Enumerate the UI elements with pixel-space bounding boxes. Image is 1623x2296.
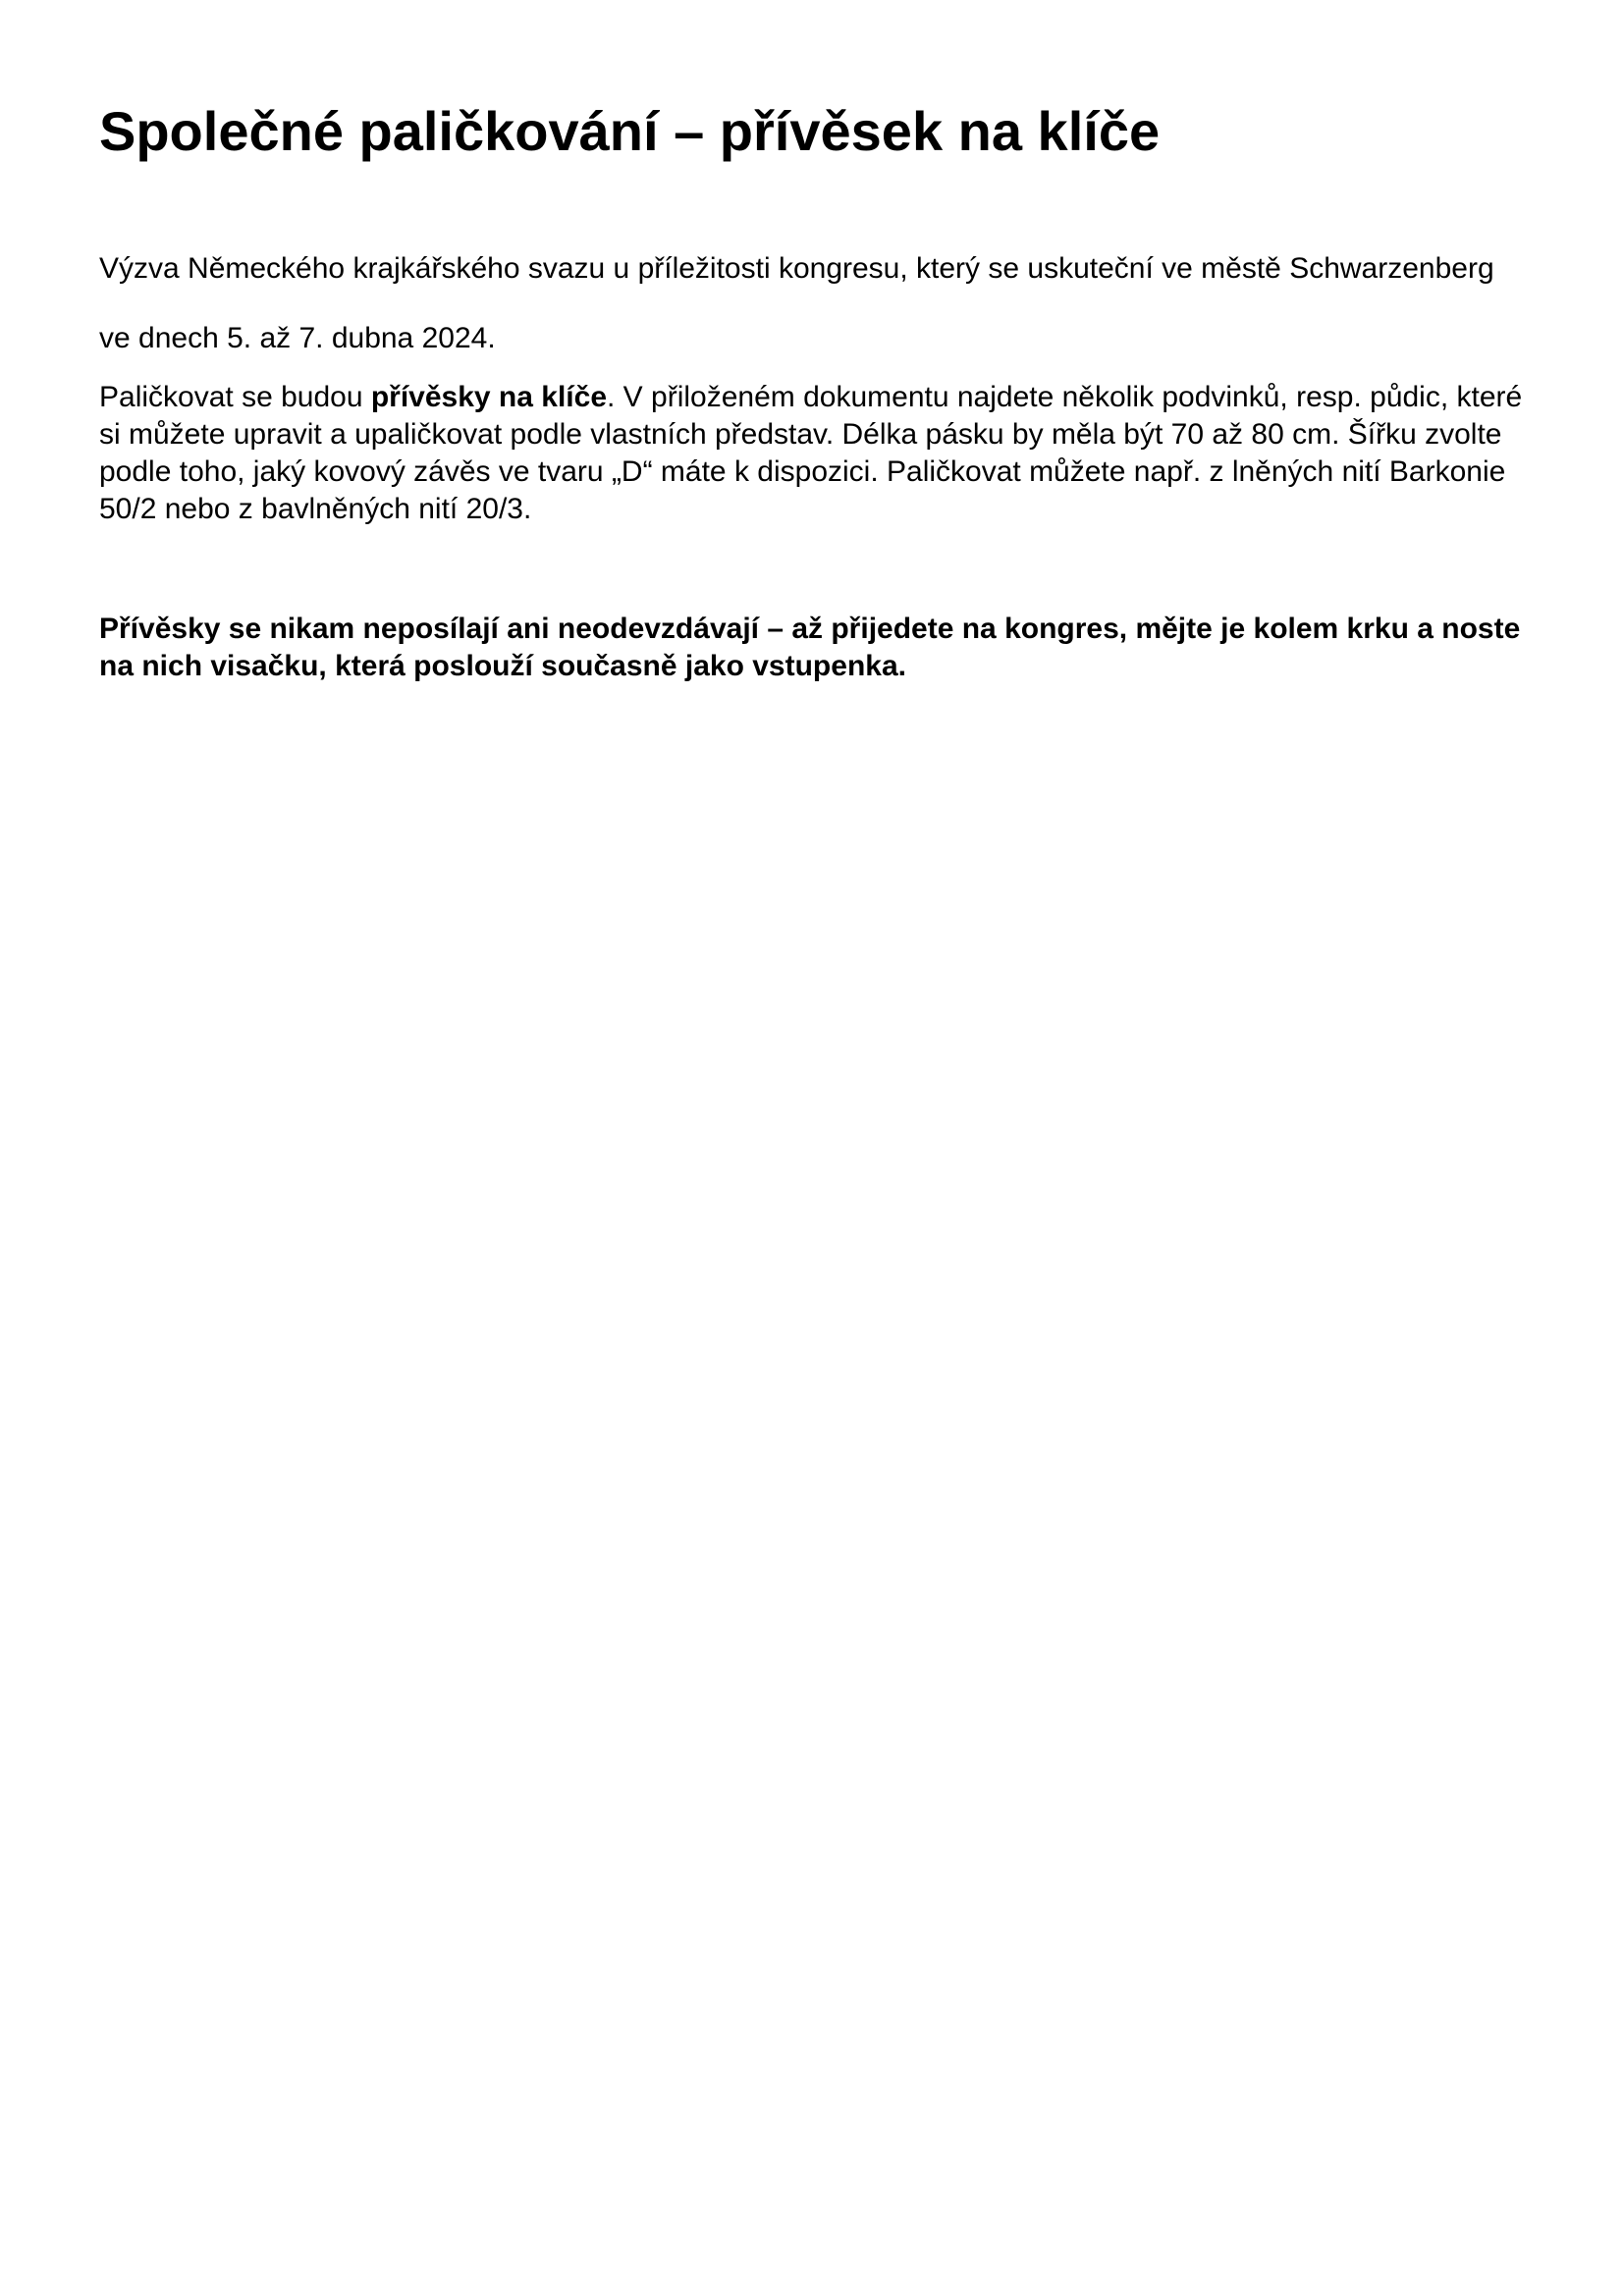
body-paragraph: [99, 379, 1542, 528]
closing-notice: Přívěsky se nikam neposílají ani neodevzdávají – až přijedete na kongres, mějte je kolem krku a noste na nich visačku, která poslouží současně jako vstupenka.: [99, 613, 1521, 682]
body-paragraph-emphasis: přívěsky na klíče: [370, 381, 608, 413]
intro-paragraph-line-1: Výzva Německého krajkářského svazu u příležitosti kongresu, který se uskuteční ve městě Schwarzenberg: [99, 252, 1494, 285]
body-paragraph-lead: Paličkovat se budou: [99, 381, 371, 413]
body-paragraph-rest: . V přiloženém dokumentu najdete několik podvinků, resp. půdic, které si můžete upravit a upaličkovat podle vlastních představ. Délka pásku by měla být 70 až 80 cm. Šířku zvolte podle toho, jaký kovový závěs ve tvaru „D“ máte k dispozici. Paličkovat můžete např. z lněných nití Barkonie 50/2 nebo z bavlněných nití 20/3.: [99, 381, 1523, 525]
document-content: [99, 94, 1542, 682]
intro-paragraph-line-2: ve dnech 5. až 7. dubna 2024.: [99, 322, 496, 354]
page-title: Společné paličkování – přívěsek na klíče: [99, 100, 1161, 162]
